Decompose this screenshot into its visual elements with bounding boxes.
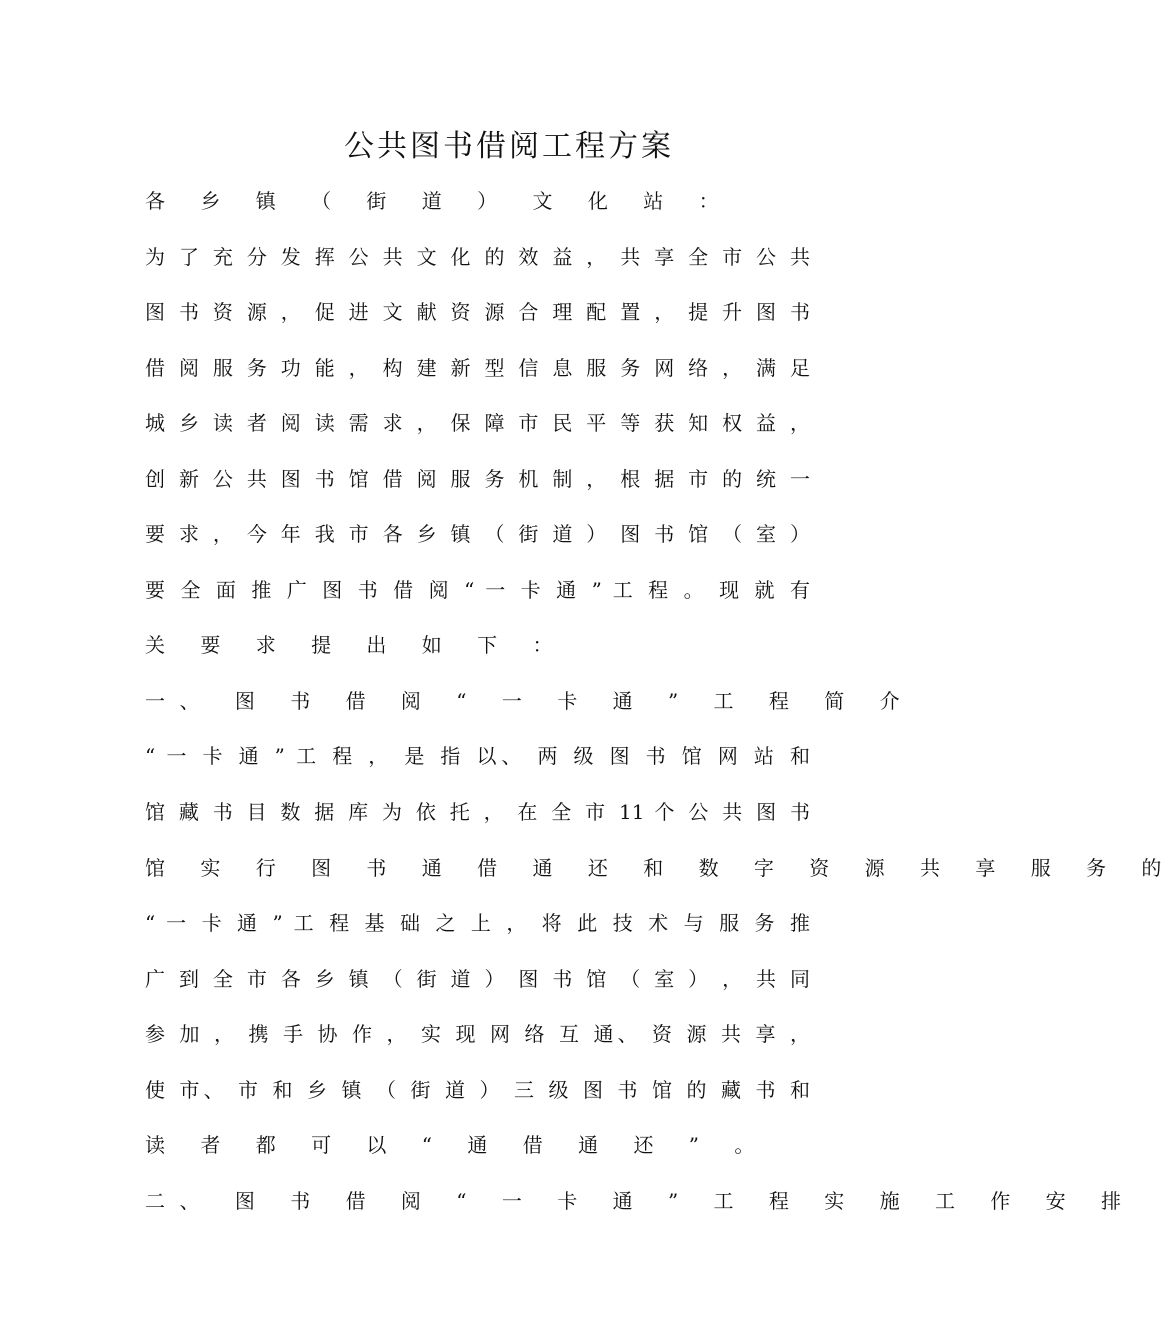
body-line: 城 乡 读 者 阅 读 需 求 ， 保 障 市 民 平 等 获 知 权 益 ， [145, 411, 810, 435]
body-line: 借 阅 服 务 功 能 ， 构 建 新 型 信 息 服 务 网 络 ， 满 足 [145, 356, 810, 380]
body-line: 使 市、 市 和 乡 镇 （ 街 道 ） 三 级 图 书 馆 的 藏 书 和 [145, 1078, 810, 1102]
body-line: 关 要 求 提 出 如 下 ： [145, 633, 568, 657]
body-line: 广 到 全 市 各 乡 镇 （ 街 道 ） 图 书 馆 （ 室 ） ， 共 同 [145, 967, 810, 991]
body-line: 要 全 面 推 广 图 书 借 阅 “ 一 卡 通 ” 工 程 。 现 就 有 [145, 578, 810, 602]
body-line: 读 者 都 可 以 “ 通 借 通 还 ” 。 [145, 1133, 769, 1157]
body-line: 参 加 ， 携 手 协 作 ， 实 现 网 络 互 通、 资 源 共 享 ， [145, 1022, 810, 1046]
document-title: 公共图书借阅工程方案 [344, 129, 674, 164]
body-line: 图 书 资 源 ， 促 进 文 献 资 源 合 理 配 置 ， 提 升 图 书 [145, 300, 810, 324]
section-heading-1: 一、 图 书 借 阅 “ 一 卡 通 ” 工 程 简 介 [145, 689, 915, 713]
body-line: “ 一 卡 通 ” 工 程 基 础 之 上 ， 将 此 技 术 与 服 务 推 [145, 911, 810, 935]
body-line: 创 新 公 共 图 书 馆 借 阅 服 务 机 制 ， 根 据 市 的 统 一 [145, 467, 810, 491]
salutation-line: 各 乡 镇 （ 街 道 ） 文 化 站 ： [145, 189, 734, 213]
section-heading-2: 二、 图 书 借 阅 “ 一 卡 通 ” 工 程 实 施 工 作 安 排 [145, 1189, 1136, 1213]
body-line: “ 一 卡 通 ” 工 程 ， 是 指 以、 两 级 图 书 馆 网 站 和 [145, 744, 810, 768]
body-line: 为 了 充 分 发 挥 公 共 文 化 的 效 益 ， 共 享 全 市 公 共 [145, 245, 810, 269]
body-line: 馆 藏 书 目 数 据 库 为 依 托 ， 在 全 市 11 个 公 共 图 书 [145, 800, 810, 824]
body-line: 要 求 ， 今 年 我 市 各 乡 镇 （ 街 道 ） 图 书 馆 （ 室 ） [145, 522, 810, 546]
body-line: 馆 实 行 图 书 通 借 通 还 和 数 字 资 源 共 享 服 务 的 [145, 856, 1176, 880]
